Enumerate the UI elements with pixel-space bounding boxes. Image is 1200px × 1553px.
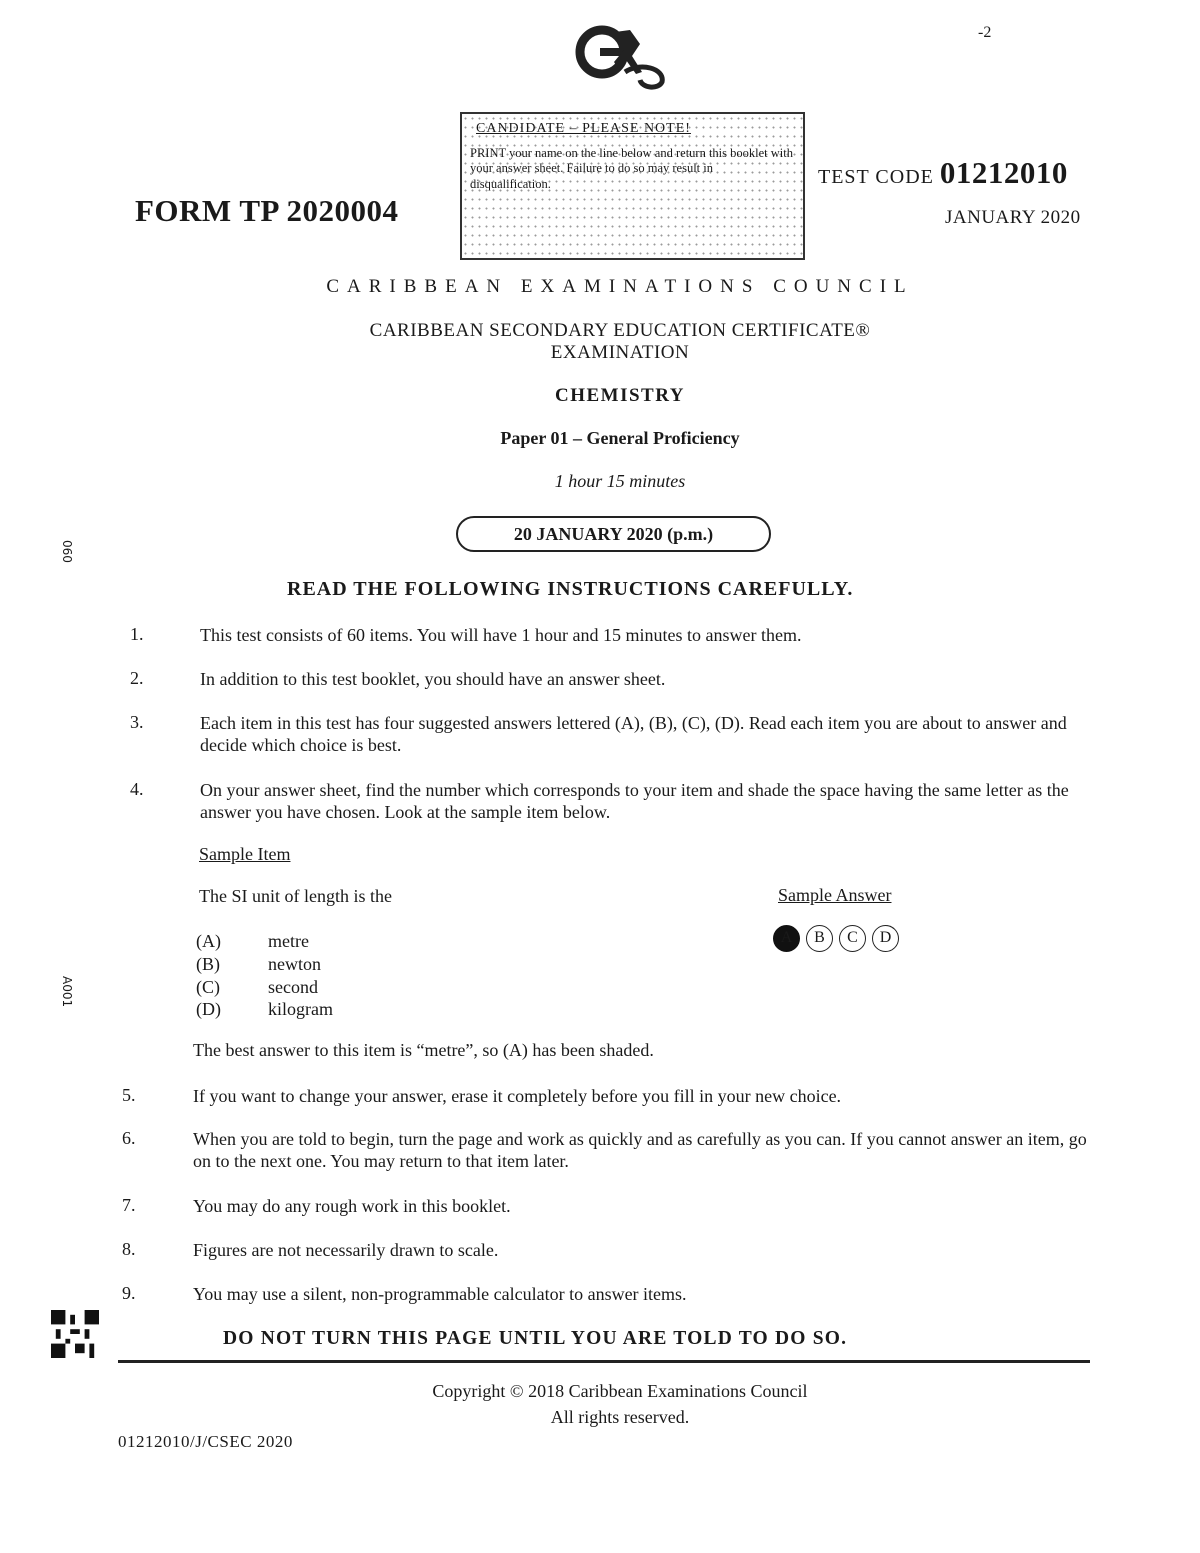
- qr-code: [50, 1310, 100, 1358]
- option-letter: (A): [196, 931, 221, 951]
- option-letter: (D): [196, 999, 221, 1019]
- answer-bubble-d: D: [872, 925, 899, 952]
- instruction-number: 2.: [130, 668, 144, 688]
- certificate-line-2: EXAMINATION: [550, 342, 690, 363]
- certificate-line-1: CARIBBEAN SECONDARY EDUCATION CERTIFICATE®: [369, 320, 871, 341]
- page-mark: -2: [978, 24, 992, 41]
- instruction-text: Figures are not necessarily drawn to scale.: [193, 1240, 499, 1260]
- copyright-line-1: Copyright © 2018 Caribbean Examinations Council: [432, 1381, 808, 1401]
- margin-label-bottom: A001: [60, 976, 74, 1008]
- sample-item-label: Sample Item: [199, 844, 291, 864]
- sample-answer-label: Sample Answer: [778, 885, 892, 905]
- footer-divider: [118, 1360, 1090, 1363]
- qr-code-icon: [50, 1310, 100, 1358]
- instruction-number: 5.: [122, 1085, 136, 1105]
- option-text: metre: [268, 931, 309, 951]
- notice-title: CANDIDATE – PLEASE NOTE!: [476, 121, 691, 136]
- instructions-heading: READ THE FOLLOWING INSTRUCTIONS CAREFULLY.: [287, 578, 854, 600]
- copyright-line-2: All rights reserved.: [550, 1407, 690, 1427]
- cxc-logo: [570, 22, 670, 94]
- answer-bubble-c: C: [839, 925, 866, 952]
- instruction-text: In addition to this test booklet, you should have an answer sheet.: [200, 669, 666, 689]
- do-not-turn-warning: DO NOT TURN THIS PAGE UNTIL YOU ARE TOLD TO DO SO.: [223, 1328, 848, 1349]
- instruction-number: 8.: [122, 1239, 136, 1259]
- instruction-number: 6.: [122, 1128, 136, 1148]
- form-code: FORM TP 2020004: [135, 193, 399, 228]
- instruction-text: This test consists of 60 items. You will have 1 hour and 15 minutes to answer them.: [200, 625, 802, 645]
- option-text: second: [268, 977, 318, 997]
- answer-bubble-b: B: [806, 925, 833, 952]
- council-title: CARIBBEAN EXAMINATIONS COUNCIL: [326, 276, 914, 297]
- sample-question: The SI unit of length is the: [199, 886, 392, 906]
- answer-bubble-a: A: [773, 925, 800, 952]
- instruction-number: 1.: [130, 624, 144, 644]
- option-letter: (B): [196, 954, 220, 974]
- instruction-text: Each item in this test has four suggested answers lettered (A), (B), (C), (D). Read each item you are about to answer and decide which choice is best.: [200, 713, 1067, 755]
- instruction-text: You may do any rough work in this booklet.: [193, 1196, 511, 1216]
- margin-label-top: 060: [60, 540, 74, 563]
- option-text: newton: [268, 954, 321, 974]
- copyright: [0, 1378, 1200, 1430]
- notice-text: PRINT your name on the line below and return this booklet with your answer sheet. Failure to do so may result in disqualification.: [470, 145, 793, 191]
- duration: 1 hour 15 minutes: [554, 471, 686, 491]
- exam-date: 20 JANUARY 2020 (p.m.): [456, 516, 771, 552]
- footer-code: 01212010/J/CSEC 2020: [118, 1432, 293, 1451]
- paper-title: Paper 01 – General Proficiency: [500, 428, 740, 448]
- test-code-block: [818, 155, 1068, 191]
- option-text: kilogram: [268, 999, 333, 1019]
- subject-title: CHEMISTRY: [554, 385, 685, 406]
- best-answer-note: The best answer to this item is “metre”, so (A) has been shaded.: [193, 1040, 654, 1060]
- instruction-text: You may use a silent, non-programmable calculator to answer items.: [193, 1284, 687, 1304]
- certificate-title: [0, 320, 1200, 364]
- instruction-text: When you are told to begin, turn the page and work as quickly and as carefully as you can. If you cannot answer an item, go on to the next one. You may return to that item later.: [193, 1129, 1087, 1171]
- option-letter: (C): [196, 977, 220, 997]
- instruction-text: On your answer sheet, find the number which corresponds to your item and shade the space having the same letter as the answer you have chosen. Look at the sample item below.: [200, 780, 1069, 822]
- instruction-number: 4.: [130, 779, 144, 799]
- candidate-notice-box: [460, 112, 805, 260]
- sample-answer-bubbles: [773, 925, 899, 952]
- test-code-label: TEST CODE: [818, 166, 934, 188]
- instruction-text: If you want to change your answer, erase it completely before you fill in your new choice.: [193, 1086, 842, 1106]
- instruction-number: 9.: [122, 1283, 136, 1303]
- instruction-number: 3.: [130, 712, 144, 732]
- exam-month: JANUARY 2020: [945, 207, 1081, 228]
- instruction-number: 7.: [122, 1195, 136, 1215]
- test-code: 01212010: [939, 155, 1068, 190]
